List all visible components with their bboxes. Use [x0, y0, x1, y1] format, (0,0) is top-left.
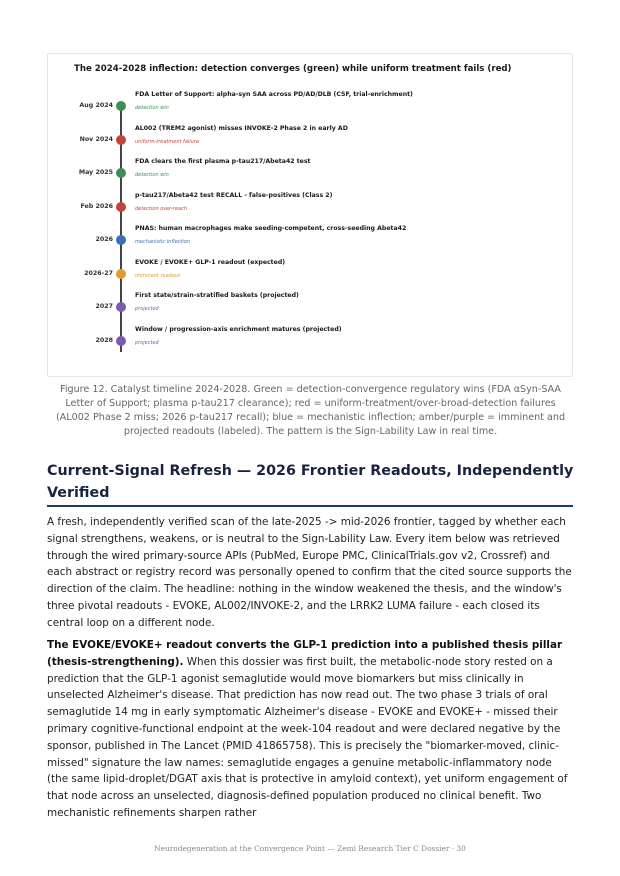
event-marker	[116, 135, 126, 145]
event-date: 2026	[95, 236, 113, 243]
figure-caption: Figure 12. Catalyst timeline 2024-2028. Green = detection-convergence regulatory wins (FDA αSyn-SAA Letter of Support; plasma p-tau217 clearance); red = uniform-treatment/over-broad-detection failures (AL002 Phase 2 miss; 2026 p-tau217 recall); blue = mechanistic inflection; amber/purple = imminent and projected readouts (labeled). The pattern is the Sign-Lability Law in real time.	[55, 384, 566, 437]
event-tag: detection win	[135, 105, 169, 111]
event-label: Window / progression-axis enrichment matures (projected)	[135, 325, 342, 333]
event-marker	[116, 302, 126, 312]
event-date: 2028	[95, 336, 113, 344]
timeline-event	[48, 158, 572, 195]
event-date: Feb 2026	[80, 202, 113, 210]
event-marker	[116, 202, 126, 212]
paragraph-2-lead: The EVOKE/EVOKE+ readout converts the GLP-1 prediction into a published thesis pillar (thesis-strengthening).	[47, 639, 563, 668]
paragraph-2-text: When this dossier was first built, the metabolic-node story rested on a prediction that the GLP-1 agonist semaglutide would move biomarkers but miss clinically in unselected Alzheimer's disease. That prediction has now read out. The two phase 3 trials of oral semaglutide 14 mg in early symptomatic Alzheimer's disease - EVOKE and EVOKE+ - missed their primary cognitive-functional endpoint at the week-104 readout and were declared negative by the sponsor, published in The Lancet (PMID 41865758). This is precisely the "biomarker-moved, clinic-missed" signature the law names: semaglutide engages a genuine metabolic-inflammatory node (the same lipid-droplet/DGAT axis that is protective in amyloid context), yet uniform engagement of that node across an unselected, diagnosis-defined population produced no clinical benefit. Two mechanistic refinements sharpen rather	[47, 655, 568, 819]
event-label: FDA clears the first plasma p-tau217/Abeta42 test	[135, 158, 311, 165]
event-marker	[116, 168, 126, 178]
event-date: 2026-27	[84, 269, 113, 277]
event-marker	[116, 235, 126, 245]
timeline-event	[48, 124, 572, 162]
event-date: Nov 2024	[79, 135, 113, 143]
event-label: EVOKE / EVOKE+ GLP-1 readout (expected)	[135, 258, 286, 266]
event-tag: detection over-reach	[135, 205, 187, 212]
timeline-event	[48, 225, 572, 262]
timeline-event	[48, 191, 572, 229]
page-footer: Neurodegeneration at the Convergence Point — Zemi Research Tier C Dossier · 30	[154, 844, 466, 853]
body-paragraph-2	[47, 637, 574, 822]
section-heading: Current-Signal Refresh — 2026 Frontier Readouts, Independently Verified	[47, 463, 574, 501]
event-label: PNAS: human macrophages make seeding-competent, cross-seeding Abeta42	[135, 225, 407, 232]
event-marker	[116, 269, 126, 279]
event-date: May 2025	[78, 169, 113, 176]
timeline-event	[48, 292, 572, 329]
heading-underline	[47, 505, 573, 507]
event-marker	[116, 336, 126, 346]
timeline-event	[48, 91, 572, 128]
event-tag: projected	[135, 306, 159, 312]
event-date: Aug 2024	[79, 102, 113, 109]
event-marker	[116, 101, 126, 111]
event-tag: uniform-treatment failure	[135, 138, 199, 145]
event-label: First state/strain-stratified baskets (projected)	[135, 292, 299, 299]
catalyst-timeline-figure	[47, 53, 573, 377]
event-label: AL002 (TREM2 agonist) misses INVOKE-2 Phase 2 in early AD	[135, 124, 348, 132]
body-paragraph-1: A fresh, independently verified scan of the late-2025 -> mid-2026 frontier, tagged by whether each signal strengthens, weakens, or is neutral to the Sign-Lability Law. Every item below was retrieved through the wired primary-source APIs (PubMed, Europe PMC, ClinicalTrials.gov v2, Crossref) and each abstract or registry record was personally opened to confirm that the cited source supports the direction of the claim. The headline: nothing in the window weakened the thesis, and the window's three pivotal readouts - EVOKE, AL002/INVOKE-2, and the LRRK2 LUMA failure - each closed its central loop on a different node.	[47, 516, 572, 629]
event-tag: detection win	[135, 172, 169, 178]
event-tag: mechanistic inflection	[135, 239, 190, 245]
event-label: p-tau217/Abeta42 test RECALL - false-positives (Class 2)	[135, 191, 333, 199]
timeline-event	[48, 325, 572, 363]
figure-title: The 2024-2028 inflection: detection converges (green) while uniform treatment fails (red)	[74, 64, 512, 74]
event-tag: imminent readout	[135, 272, 181, 279]
timeline-event	[48, 258, 572, 296]
event-date: 2027	[95, 303, 113, 310]
event-label: FDA Letter of Support: alpha-syn SAA across PD/AD/DLB (CSF, trial-enrichment)	[135, 91, 413, 98]
event-tag: projected	[135, 339, 159, 346]
